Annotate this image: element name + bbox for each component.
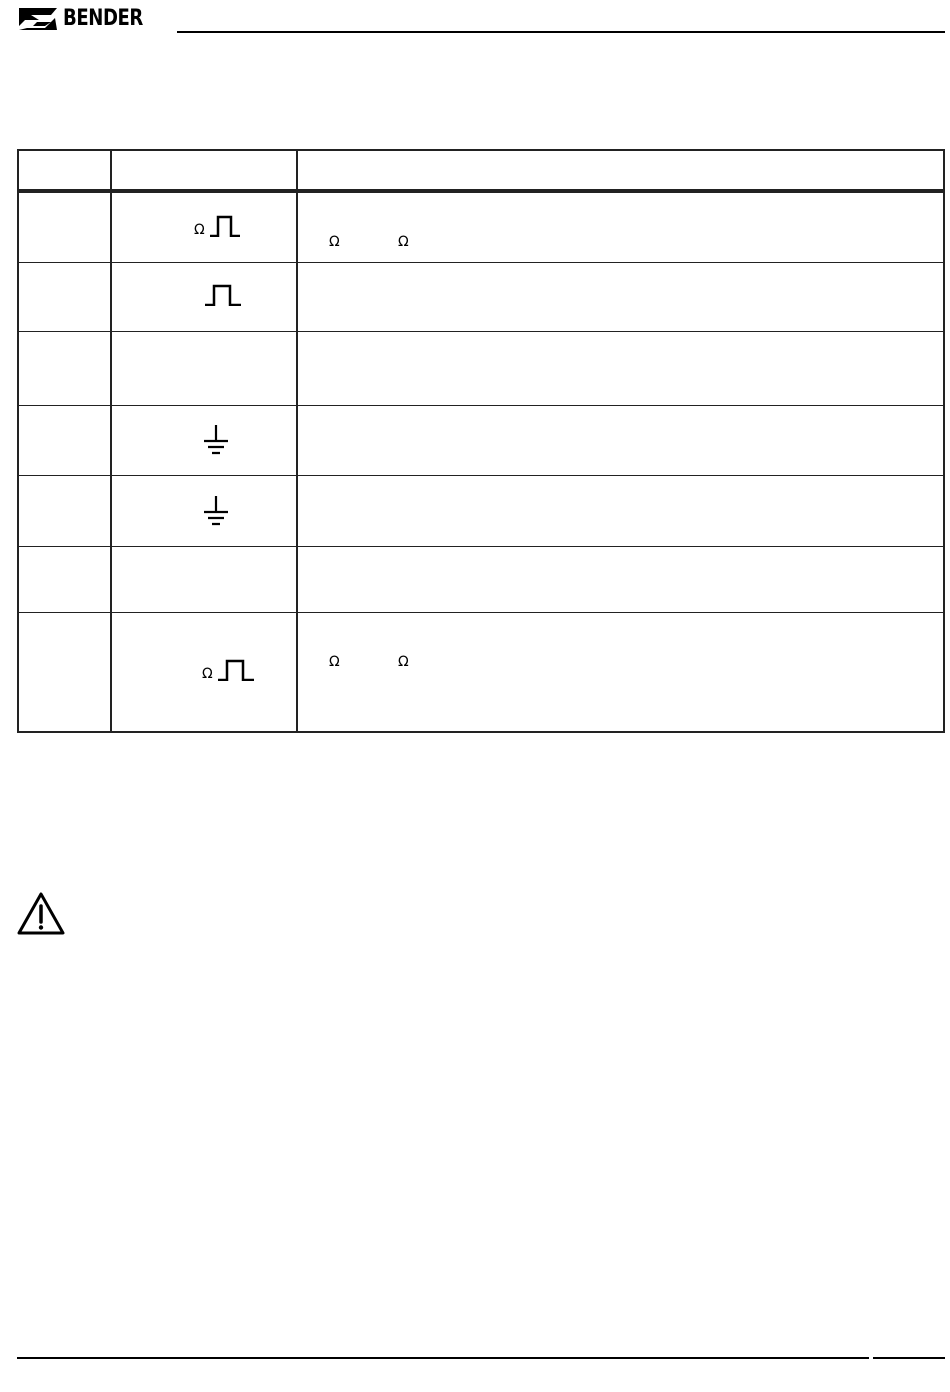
table-row [17, 613, 945, 731]
table-row [17, 476, 945, 546]
description-cell [298, 332, 943, 405]
table-row [17, 193, 945, 262]
earth-ground-icon [201, 425, 231, 455]
omega-symbol: Ω [398, 234, 409, 250]
warning-triangle-icon [17, 891, 65, 935]
earth-symbol [201, 425, 231, 455]
table-row [17, 547, 945, 612]
terminal-cell [19, 263, 110, 331]
terminal-cell [19, 476, 110, 546]
omega-symbol: Ω [398, 654, 409, 670]
bender-lightning-logo-icon [17, 4, 59, 34]
earth-symbol [201, 496, 231, 526]
description-cell [298, 263, 943, 331]
header-cell-symbol [112, 149, 296, 189]
symbol-cell [112, 406, 296, 475]
description-cell [298, 613, 943, 731]
omega-pulse-symbol [202, 659, 255, 681]
pulse-symbol [204, 284, 242, 306]
terminal-cell [19, 193, 110, 262]
table-row [17, 332, 945, 405]
table-row [17, 263, 945, 331]
footer-rule [17, 1357, 869, 1359]
symbol-cell [112, 547, 296, 612]
pulse-icon [217, 659, 255, 681]
symbol-cell [112, 332, 296, 405]
brand-logo [17, 4, 160, 34]
description-cell [298, 547, 943, 612]
symbol-cell [112, 476, 296, 546]
pulse-icon [204, 284, 242, 306]
description-cell [298, 476, 943, 546]
earth-ground-icon [201, 496, 231, 526]
symbol-cell [112, 193, 296, 262]
table-row [17, 406, 945, 475]
description-cell [298, 193, 943, 262]
omega-symbol: Ω [194, 222, 205, 238]
omega-symbol: Ω [329, 654, 340, 670]
terminal-cell [19, 547, 110, 612]
omega-symbol: Ω [202, 666, 213, 682]
symbol-cell [112, 613, 296, 731]
pulse-icon [209, 215, 241, 237]
terminal-table [17, 149, 945, 733]
terminal-cell [19, 406, 110, 475]
brand-name: BENDER [63, 6, 143, 31]
footer-rule-end [873, 1357, 945, 1359]
header-rule [177, 31, 945, 33]
terminal-cell [19, 613, 110, 731]
symbol-cell [112, 263, 296, 331]
table-header-row [17, 149, 945, 189]
omega-symbol: Ω [329, 234, 340, 250]
terminal-cell [19, 332, 110, 405]
header-cell-terminal [19, 149, 110, 189]
omega-pulse-symbol [194, 215, 241, 237]
header-cell-description [298, 149, 943, 189]
description-cell [298, 406, 943, 475]
